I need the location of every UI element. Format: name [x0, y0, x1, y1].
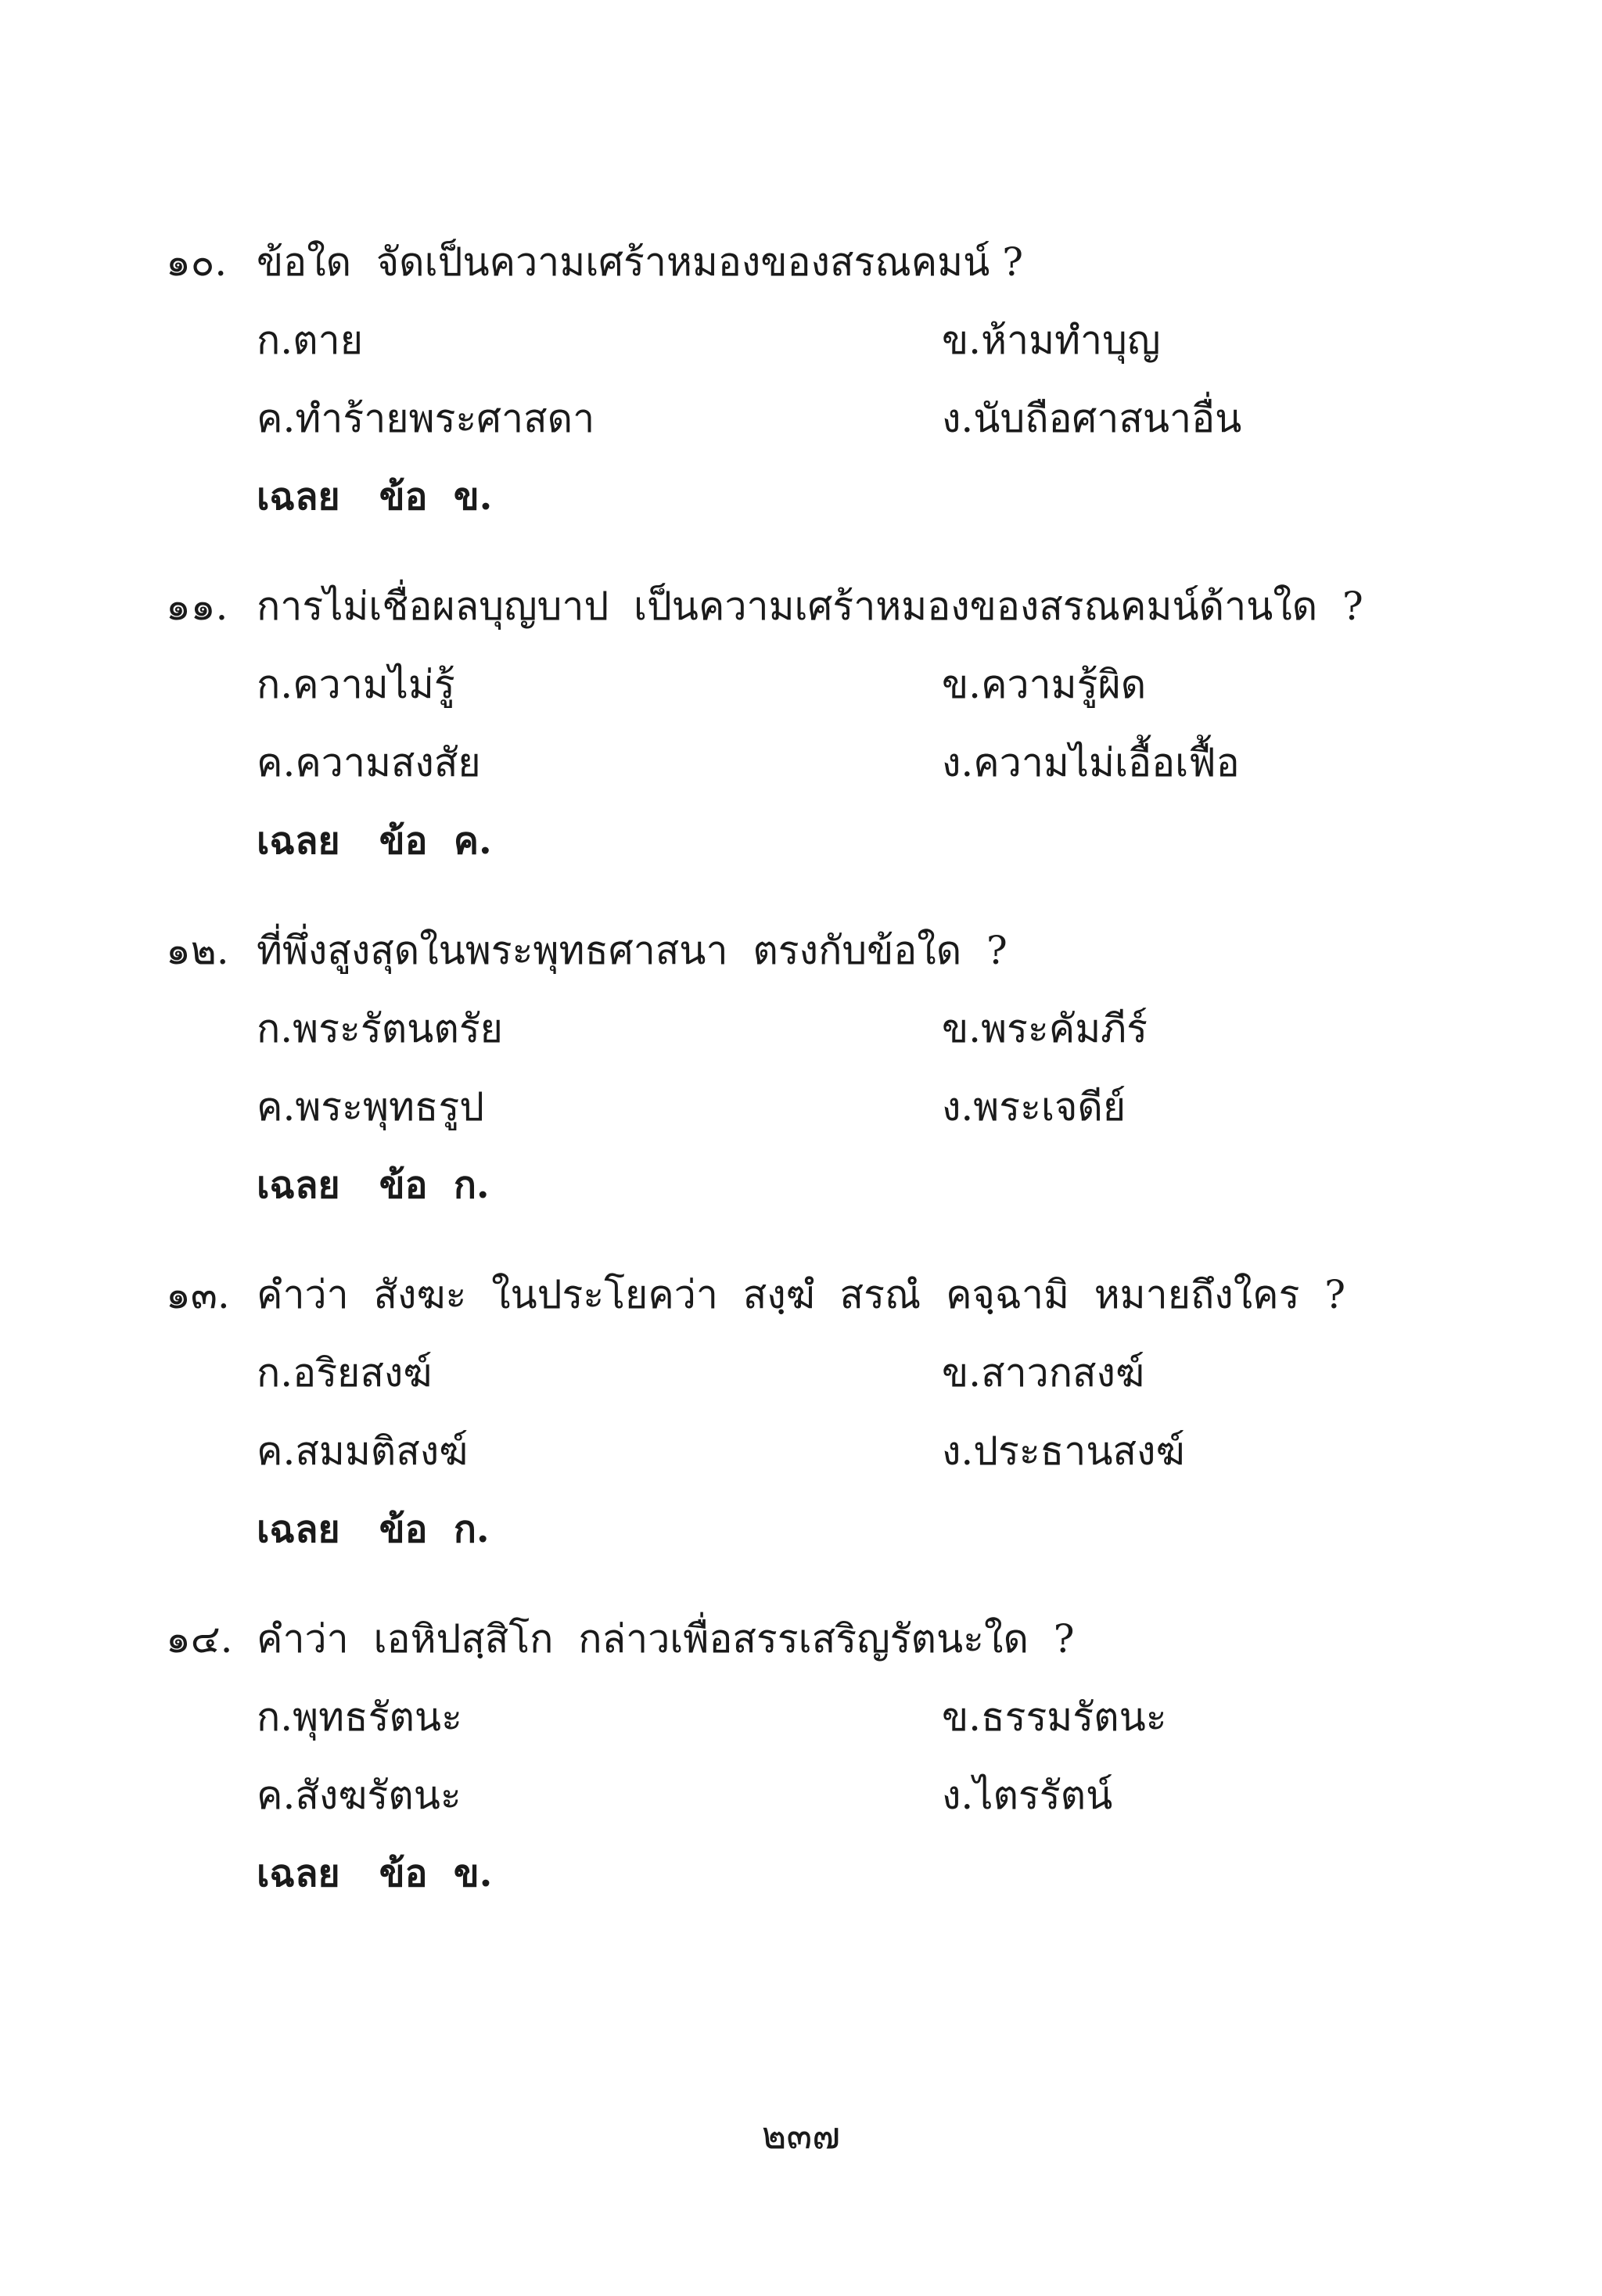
option-d: ง.ความไม่เอื้อเฟื้อ	[942, 740, 1240, 785]
question-number: ๑๒.	[166, 928, 229, 973]
answer-key: เฉลย ข้อ ค.	[257, 819, 492, 863]
option-c: ค.สังฆรัตนะ	[257, 1773, 462, 1818]
option-c: ค.สมมติสงฆ์	[257, 1428, 469, 1474]
question-text: ที่พึ่งสูงสุดในพระพุทธศาสนา ตรงกับข้อใด ?	[257, 928, 1008, 973]
option-a: ก.พุทธรัตนะ	[257, 1694, 462, 1740]
option-c: ค.ทำร้ายพระศาสดา	[257, 396, 595, 441]
option-c: ค.ความสงสัย	[257, 740, 481, 785]
option-d: ง.พระเจดีย์	[942, 1084, 1126, 1130]
option-d: ง.ไตรรัตน์	[942, 1773, 1113, 1818]
question-text: ข้อใด จัดเป็นความเศร้าหมองของสรณคมน์ ?	[257, 239, 1024, 285]
question-number: ๑๑.	[166, 584, 228, 629]
option-b: ข.พระคัมภีร์	[942, 1006, 1148, 1051]
option-d: ง.ประธานสงฆ์	[942, 1428, 1185, 1474]
option-b: ข.ธรรมรัตนะ	[942, 1694, 1167, 1740]
option-b: ข.ห้ามทำบุญ	[942, 318, 1161, 363]
option-c: ค.พระพุทธรูป	[257, 1084, 485, 1130]
question-12	[0, 919, 1602, 1263]
option-b: ข.ความรู้ผิด	[942, 662, 1147, 707]
option-d: ง.นับถือศาสนาอื่น	[942, 396, 1242, 441]
answer-key: เฉลย ข้อ ก.	[257, 1507, 490, 1551]
option-b: ข.สาวกสงฆ์	[942, 1350, 1145, 1396]
option-a: ก.ตาย	[257, 318, 364, 363]
question-text: คำว่า สังฆะ ในประโยคว่า สงฺฆํ สรณํ คจฺฉามิ หมายถึงใคร ?	[257, 1272, 1346, 1317]
question-number: ๑๓.	[166, 1272, 230, 1317]
option-a: ก.พระรัตนตรัย	[257, 1006, 503, 1051]
question-text: การไม่เชื่อผลบุญบาป เป็นความเศร้าหมองของสรณคมน์ด้านใด ?	[257, 584, 1363, 629]
answer-key: เฉลย ข้อ ก.	[257, 1163, 490, 1207]
question-13	[0, 1263, 1602, 1608]
question-14	[0, 1608, 1602, 1952]
page-number: ๒๓๗	[761, 2114, 841, 2158]
answer-key: เฉลย ข้อ ข.	[257, 475, 493, 519]
question-11	[0, 575, 1602, 919]
answer-key: เฉลย ข้อ ข.	[257, 1852, 493, 1895]
question-text: คำว่า เอหิปสฺสิโก กล่าวเพื่อสรรเสริญรัตนะใด ?	[257, 1616, 1075, 1662]
question-10	[0, 231, 1602, 575]
option-a: ก.ความไม่รู้	[257, 662, 455, 707]
question-number: ๑๔.	[166, 1616, 233, 1662]
question-number: ๑๐.	[166, 239, 228, 285]
option-a: ก.อริยสงฆ์	[257, 1350, 433, 1396]
